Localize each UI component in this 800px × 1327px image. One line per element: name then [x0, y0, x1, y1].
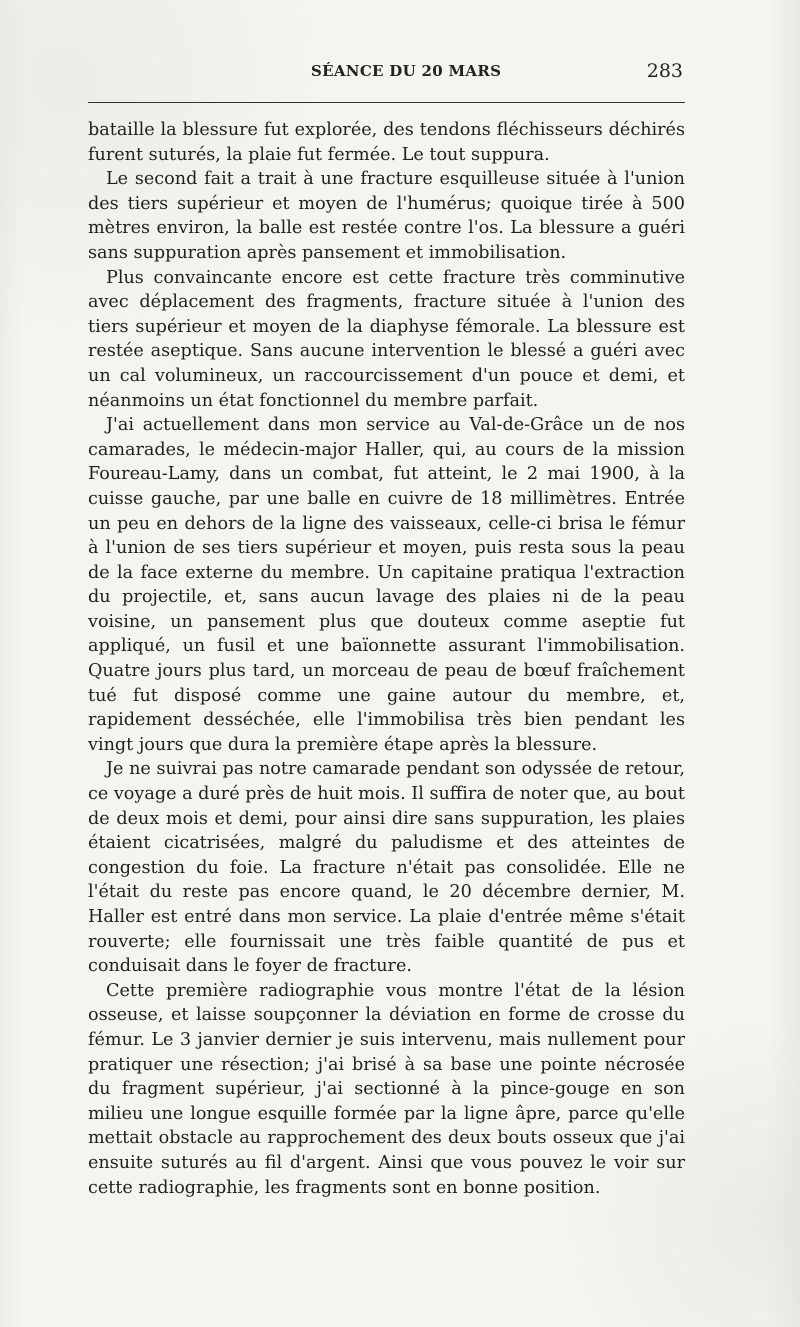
paragraph-femoral-fracture: Plus convaincante encore est cette fracture très comminutive avec déplacement des fragments, fracture située à l'union des tiers supérieur et moyen de la diaphyse fémorale. La blessure est restée aseptique. Sans aucune intervention le blessé a guéri avec un cal volumineux, un raccourcissement d'un pouce et demi, et néanmoins un état fonctionnel du membre parfait.	[88, 267, 685, 411]
running-title: SÉANCE DU 20 MARS	[311, 62, 502, 80]
paragraph-humerus-fracture: Le second fait a trait à une fracture esquilleuse située à l'union des tiers supérieur et moyen de l'humérus; quoique tirée à 500 mètres environ, la balle est restée contre l'os. La blessure a guéri sans suppuration après pansement et immobilisation.	[88, 169, 685, 263]
body-text	[88, 118, 685, 1200]
paragraph-continued: bataille la blessure fut explorée, des tendons fléchisseurs déchirés furent suturés, la plaie fut fermée. Le tout suppura.	[88, 120, 685, 165]
page-header	[88, 60, 685, 100]
header-rule	[88, 102, 685, 103]
paragraph-return-journey: Je ne suivrai pas notre camarade pendant son odyssée de retour, ce voyage a duré près de huit mois. Il suffira de noter que, au bout de deux mois et demi, pour ainsi dire sans suppuration, les plaies étaient cicatrisées, malgré du paludisme et des atteintes de congestion du foie. La fracture n'était pas consolidée. Elle ne l'était du reste pas encore quand, le 20 décembre dernier, M. Haller est entré dans mon service. La plaie d'entrée même s'était rouverte; elle fournissait une très faible quantité de pus et conduisait dans le foyer de fracture.	[88, 759, 685, 977]
paragraph-radiography: Cette première radiographie vous montre l'état de la lésion osseuse, et laisse soupçonner la déviation en forme de crosse du fémur. Le 3 janvier dernier je suis intervenu, mais nullement pour pratiquer une résection; j'ai brisé à sa base une pointe nécrosée du fragment supérieur, j'ai sectionné à la pince-gouge en son milieu une longue esquille formée par la ligne âpre, parce qu'elle mettait obstacle au rapprochement des deux bouts osseux que j'ai ensuite suturés au fil d'argent. Ainsi que vous pouvez le voir sur cette radiographie, les fragments sont en bonne position.	[88, 980, 685, 1198]
page-number: 283	[646, 60, 683, 82]
paragraph-haller-case: J'ai actuellement dans mon service au Val-de-Grâce un de nos camarades, le médecin-major Haller, qui, au cours de la mission Foureau-Lamy, dans un combat, fut atteint, le 2 mai 1900, à la cuisse gauche, par une balle en cuivre de 18 millimètres. Entrée un peu en dehors de la ligne des vaisseaux, celle-ci brisa le fémur à l'union de ses tiers supérieur et moyen, puis resta sous la peau de la face externe du membre. Un capitaine pratiqua l'extraction du projectile, et, sans aucun lavage des plaies ni de la peau voisine, un pansement plus que douteux comme aseptie fut appliqué, un fusil et une baïonnette assurant l'immobilisation. Quatre jours plus tard, un morceau de peau de bœuf fraîchement tué fut disposé comme une gaine autour du membre, et, rapidement desséchée, elle l'immobilisa très bien pendant les vingt jours que dura la première étape après la blessure.	[88, 415, 685, 755]
